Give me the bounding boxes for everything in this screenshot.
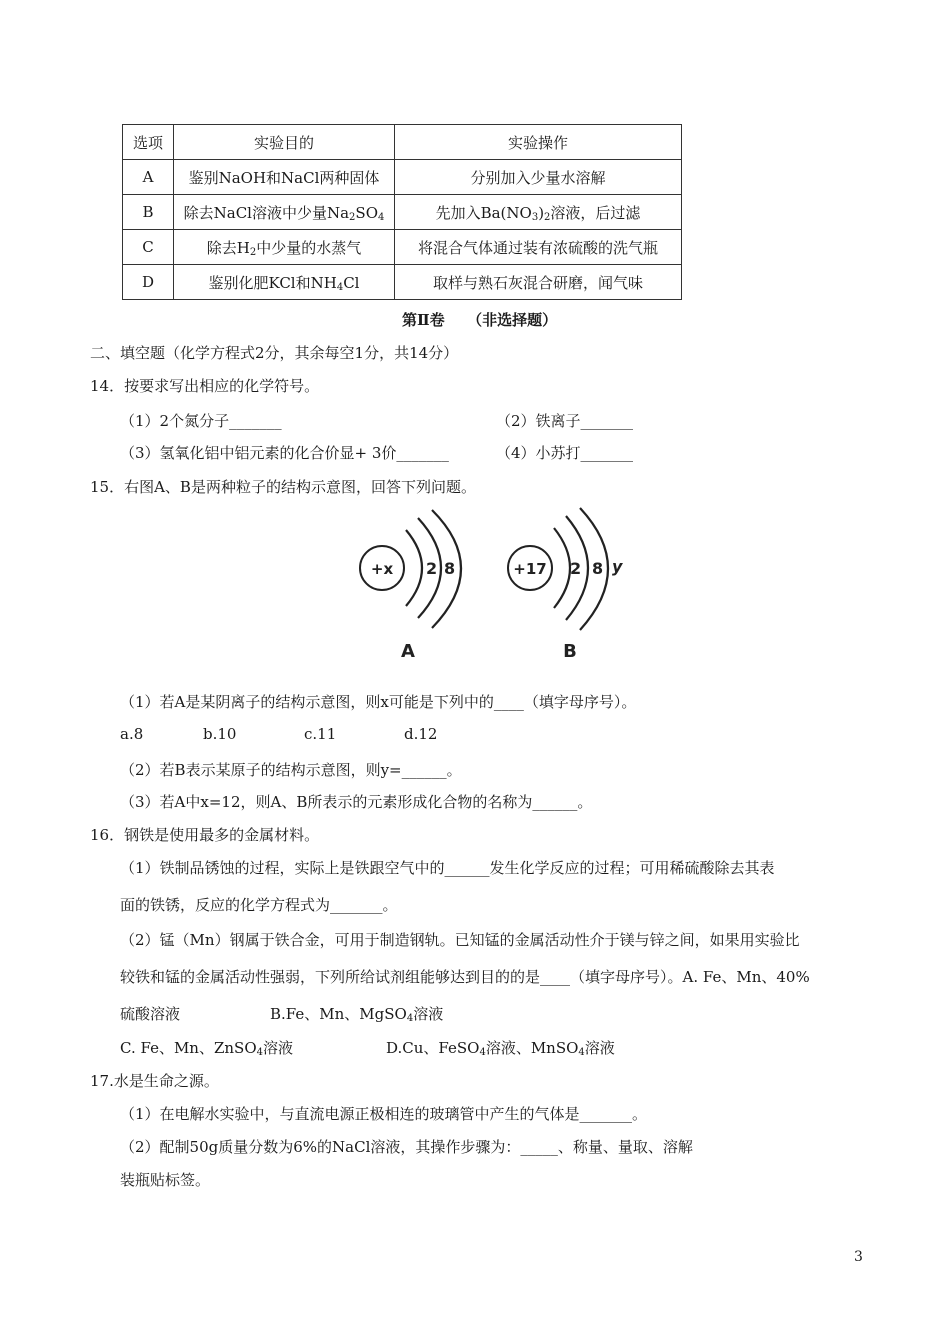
atom-b-shell2-count: 8 [592,559,604,578]
page-number: 3 [854,1249,863,1265]
q15-stem: 15．右图A、B是两种粒子的结构示意图，回答下列问题。 [90,478,476,496]
q16-s2-line3: 硫酸溶液 [120,1005,181,1023]
row-option: C [123,230,174,265]
row-option: A [123,160,174,195]
row-operation: 将混合气体通过装有浓硫酸的洗气瓶 [395,230,682,265]
atom-a-nucleus-label: +x [370,560,394,578]
row-goal: 鉴别NaOH和NaCl两种固体 [174,160,395,195]
q16-s1-line2: 面的铁锈，反应的化学方程式为_______。 [120,896,398,914]
q14-stem: 14．按要求写出相应的化学符号。 [90,377,320,395]
table-header-row [123,125,682,160]
header-operation: 实验操作 [395,125,682,160]
table-row [123,195,682,230]
q16-option-d: D.Cu、FeSO$_4$溶液、MnSO$_4$溶液 [386,1039,615,1058]
q15-s1: （1）若A是某阴离子的结构示意图，则x可能是下列中的____（填字母序号）。 [120,693,637,711]
q15-option-d: d.12 [404,725,438,743]
q16-stem: 16．钢铁是使用最多的金属材料。 [90,826,320,844]
atom-b-nucleus-label: +17 [513,560,547,578]
q16-option-b: B.Fe、Mn、MgSO$_4$溶液 [270,1005,444,1024]
atom-b-shell-arc-1 [554,528,570,608]
q15-option-b: b.10 [203,725,237,743]
table-row [123,230,682,265]
atom-a-shell1-count: 2 [426,559,438,578]
atom-b-label: B [563,641,577,662]
row-goal: 除去$H_2$中少量的水蒸气 [174,230,395,265]
q15-s3: （3）若A中x=12，则A、B所表示的元素形成化合物的名称为______。 [120,793,593,811]
atom-structure-diagram [340,500,660,670]
row-goal: 鉴别化肥KCl和$NH_4Cl$ [174,265,395,300]
row-operation: 先加入$Ba(NO_3)_2$溶液，后过滤 [395,195,682,230]
q17-stem: 17.水是生命之源。 [90,1072,219,1090]
part-two-heading: 二、填空题（化学方程式2分，其余每空1分，共14分） [90,344,459,362]
q15-option-c: c.11 [304,725,337,743]
row-operation: 分别加入少量水溶解 [395,160,682,195]
options-table [122,124,682,300]
q17-s2-line1: （2）配制50g质量分数为6%的NaCl溶液，其操作步骤为：_____、称量、量取、溶解 [120,1138,693,1156]
q17-s2-line2: 装瓶贴标签。 [120,1171,211,1189]
row-goal: 除去NaCl溶液中少量$Na_2SO_4$ [174,195,395,230]
atom-b-shell1-count: 2 [570,559,582,578]
q17-s1: （1）在电解水实验中，与直流电源正极相连的玻璃管中产生的气体是_______。 [120,1105,648,1123]
q14-s3: （3）氢氧化铝中铝元素的化合价显+ 3价_______ [120,444,449,462]
q16-s2-line1: （2）锰（Mn）钢属于铁合金，可用于制造钢轨。已知锰的金属活动性介于镁与锌之间，如果用实验比 [120,931,800,949]
atom-b-shell3-count: y [612,557,623,576]
q16-s1-line1: （1）铁制品锈蚀的过程，实际上是铁跟空气中的______发生化学反应的过程；可用稀硫酸除去其表 [120,859,775,877]
atom-a-shell-arc-1 [406,530,422,606]
table-row [123,265,682,300]
q16-s2-line2: 较铁和锰的金属活动性强弱，下列所给试剂组能够达到目的的是____（填字母序号）。A. Fe、Mn、40% [120,968,810,986]
q14-s1: （1）2个氮分子_______ [120,412,282,430]
q15-option-a: a.8 [120,725,144,743]
header-goal: 实验目的 [174,125,395,160]
atom-a-label: A [401,641,415,662]
header-option: 选项 [123,125,174,160]
q15-s2: （2）若B表示某原子的结构示意图，则y=______。 [120,761,462,779]
table-row [123,160,682,195]
row-option: B [123,195,174,230]
q14-s4: （4）小苏打_______ [496,444,634,462]
row-operation: 取样与熟石灰混合研磨，闻气味 [395,265,682,300]
q16-option-c: C. Fe、Mn、ZnSO$_4$溶液 [120,1039,294,1058]
section-title: 第Ⅱ卷 （非选择题） [402,311,558,329]
row-option: D [123,265,174,300]
atom-a-shell2-count: 8 [444,559,456,578]
q14-s2: （2）铁离子_______ [496,412,634,430]
